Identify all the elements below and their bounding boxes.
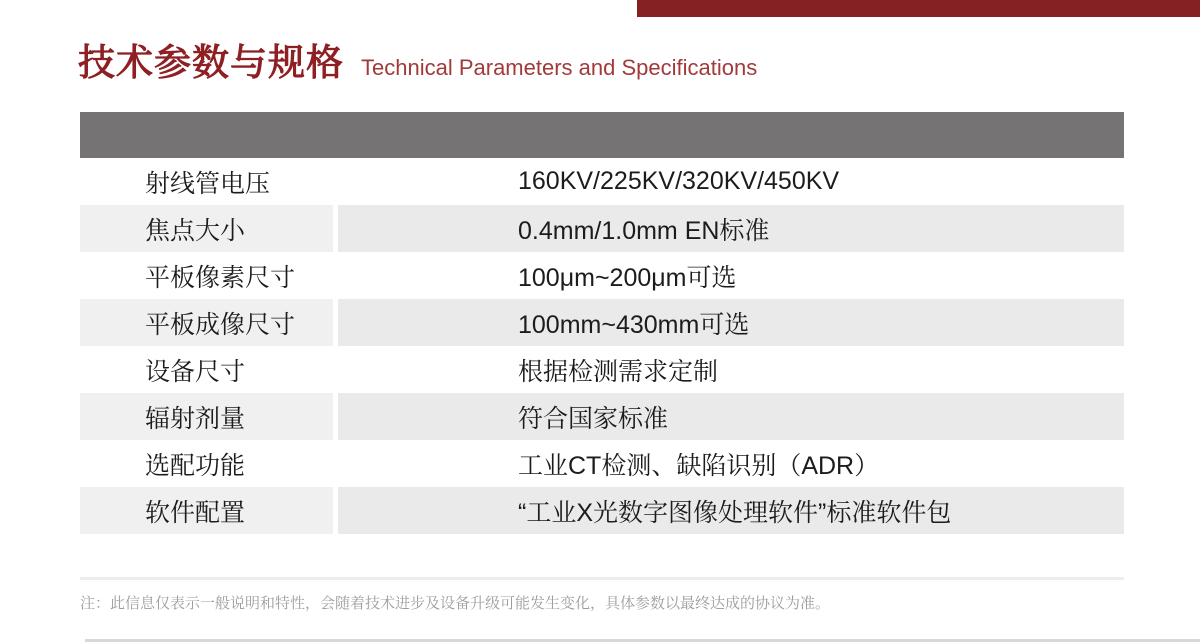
top-right-accent-bar (637, 0, 1200, 17)
spec-label: 软件配置 (80, 487, 333, 534)
spec-value: 160KV/225KV/320KV/450KV (518, 167, 840, 195)
spec-value: 符合国家标准 (338, 393, 1124, 440)
spec-label: 焦点大小 (80, 205, 333, 252)
table-row (80, 158, 1124, 205)
table-row (80, 440, 1124, 487)
footnote: 注：此信息仅表示一般说明和特性，会随着技术进步及设备升级可能发生变化，具体参数以最终达成的协议为准。 (80, 595, 831, 612)
spec-value: “工业X光数字图像处理软件”标准软件包 (338, 487, 1124, 534)
table-header-bar (80, 112, 1124, 158)
spec-value: 根据检测需求定制 (518, 357, 719, 386)
table-row (80, 487, 1124, 534)
spec-value: 0.4mm/1.0mm EN标准 (338, 205, 1124, 252)
table-row (80, 393, 1124, 440)
table-row (80, 299, 1124, 346)
spec-label: 平板成像尺寸 (80, 299, 333, 346)
note-divider (80, 577, 1124, 580)
bottom-divider (85, 639, 1200, 642)
page-title (78, 42, 757, 85)
spec-label: 选配功能 (145, 451, 246, 480)
page-title-zh: 技术参数与规格 (78, 42, 344, 83)
spec-value: 100μm~200μm可选 (518, 263, 737, 292)
spec-value: 100mm~430mm可选 (338, 299, 1124, 346)
table-row (80, 205, 1124, 252)
spec-label: 平板像素尺寸 (145, 263, 296, 292)
page-title-en: Technical Parameters and Specifications (361, 55, 758, 80)
spec-label: 辐射剂量 (80, 393, 333, 440)
table-row (80, 252, 1124, 299)
spec-label: 射线管电压 (145, 169, 271, 198)
table-row (80, 346, 1124, 393)
spec-label: 设备尺寸 (145, 357, 246, 386)
spec-table (80, 112, 1124, 534)
spec-value: 工业CT检测、缺陷识别（ADR） (518, 451, 880, 480)
